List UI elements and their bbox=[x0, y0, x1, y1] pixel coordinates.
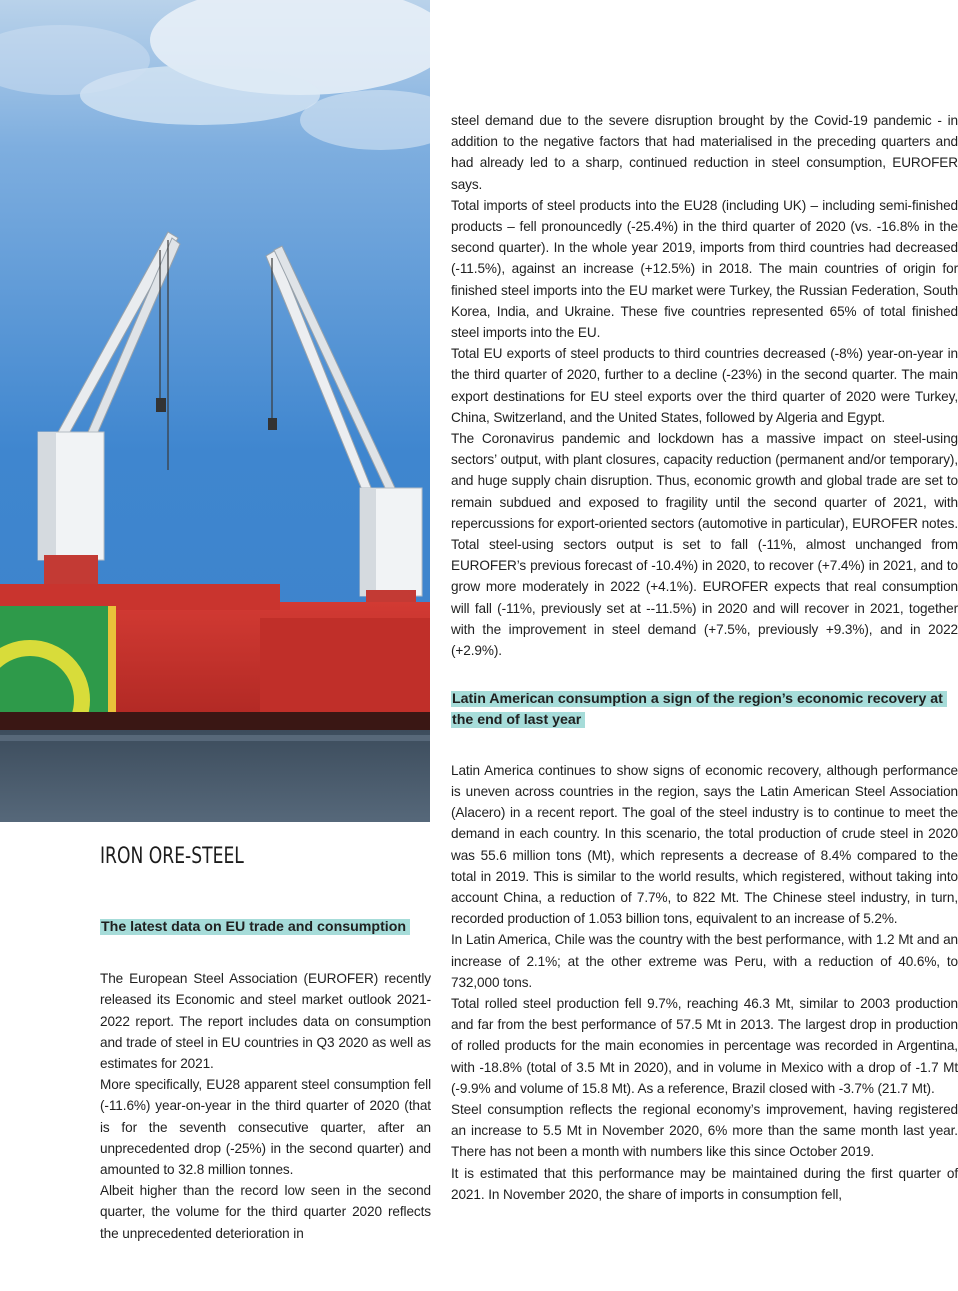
heading-eu-trade bbox=[100, 917, 431, 938]
paragraph: Total EU exports of steel products to third countries decreased (-8%) year-on-year in the third quarter of 2020, further to a decline (-23%) in the second quarter. The main export destinations for EU steel exports over the third quarter of 2020 were Turkey, China, Switzerland, and the United States, followed by Algeria and Egypt. bbox=[451, 346, 958, 425]
paragraph: The European Steel Association (EUROFER) recently released its Economic and steel market outlook 2021-2022 report. The report includes data on consumption and trade of steel in EU countries in Q3 2020 as well as estimates for 2021. bbox=[100, 971, 431, 1072]
paragraph: It is estimated that this performance may be maintained during the first quarter of 2021. In November 2020, the share of imports in consumption fell, bbox=[451, 1165, 958, 1202]
paragraph: Steel consumption reflects the regional economy’s improvement, having registered an increase to 5.5 Mt in November 2020, 6% more than the same month last year. There has not been a month with numbers like this since October 2019. bbox=[451, 1101, 958, 1160]
paragraph: More specifically, EU28 apparent steel consumption fell (-11.6%) year-on-year in the third quarter of 2020 (that is for the seventh consecutive quarter, after an unprecedented drop (-25%) in the second quarter) and amounted to 32.8 million tonnes. bbox=[100, 1077, 431, 1178]
paragraph: Albeit higher than the record low seen in the second quarter, the volume for the third quarter 2020 reflects the unprecedented deterioration in bbox=[100, 1183, 431, 1241]
heading-latin-america-text: Latin American consumption a sign of the region’s economic recovery at the end of last year bbox=[451, 691, 947, 728]
paragraph: The Coronavirus pandemic and lockdown has a massive impact on steel-using sectors’ output, with plant closures, capacity reduction (permanent and/or temporary), and huge supply chain disruption. Thus, economic growth and global trade are set to remain subdued and exposed to fragility until the second quarter of 2021, with repercussions for export-oriented sectors (automotive in particular), EUROFER notes. Total steel-using sectors output is set to fall (-11%, almost unchanged from EUROFER’s previous forecast of -10.4%) in 2020, to recover (+7.4%) in 2021, and to grow more moderately in 2022 (+4.1%). EUROFER expects that real consumption will fall (-11%, previously set at --11.5%) in 2020 and will recover in 2021, together with the improvement in steel demand (+7.5%, previously +9.3%), and in 2022 (+2.9%). bbox=[451, 431, 958, 659]
left-column bbox=[100, 838, 431, 1244]
ship-cranes-illustration bbox=[0, 0, 430, 822]
paragraph: steel demand due to the severe disruption brought by the Covid-19 pandemic - in addition to the negative factors that had materialised in the preceding quarters and had already led to a sharp, continued reduction in steel consumption, EUROFER says. bbox=[451, 113, 958, 192]
heading-latin-america bbox=[451, 689, 958, 731]
paragraph: Latin America continues to show signs of economic recovery, although performance is uneven across countries in the region, says the Latin American Steel Association (Alacero) in a recent report. The goal of the steel industry is to continue to meet the demand in each country. In this scenario, the total production of crude steel in 2020 was 55.6 million tons (Mt), which represents a decrease of 8.4% compared to the total in 2019. This is similar to the world results, which registered, without taking into account China, a reduction of 7.7%, to 822 Mt. The Chinese steel industry, in turn, recorded production of 1.053 billion tons, equivalent to an increase of 5.2%. bbox=[451, 762, 958, 927]
section-title: IRON ORE-STEEL bbox=[100, 844, 244, 869]
paragraph: Total imports of steel products into the EU28 (including UK) – including semi-finished products – fell pronouncedly (-25.4%) in the third quarter of 2020 (vs. -16.8% in the second quarter). In the whole year 2019, imports from third countries had decreased (-11.5%), against an increase (+12.5%) in 2018. The main countries of origin for finished steel imports into the EU market were Turkey, the Russian Federation, South Korea, India, and Ukraine. These five countries represented 65% of total finished steel imports into the EU. bbox=[451, 197, 958, 341]
heading-eu-trade-text: The latest data on EU trade and consumption bbox=[100, 919, 410, 935]
right-column bbox=[451, 110, 958, 1205]
paragraph: Total rolled steel production fell 9.7%, reaching 46.3 Mt, similar to 2003 production and far from the best performance of 57.5 Mt in 2013. The largest drop in production of rolled products for the main economies in percentage was recorded in Argentina, with -18.8% (total of 3.5 Mt in 2020), and in volume in Mexico with a drop of -1.7 Mt (-9.9% and volume of 15.8 Mt). As a reference, Brazil closed with -3.7% (21.7 Mt). bbox=[451, 995, 958, 1096]
ship-cranes-photo bbox=[0, 0, 430, 822]
paragraph: In Latin America, Chile was the country with the best performance, with 1.2 Mt and an increase of 2.1%; at the other extreme was Peru, with a reduction of 40.6%, to 732,000 tons. bbox=[451, 932, 958, 990]
